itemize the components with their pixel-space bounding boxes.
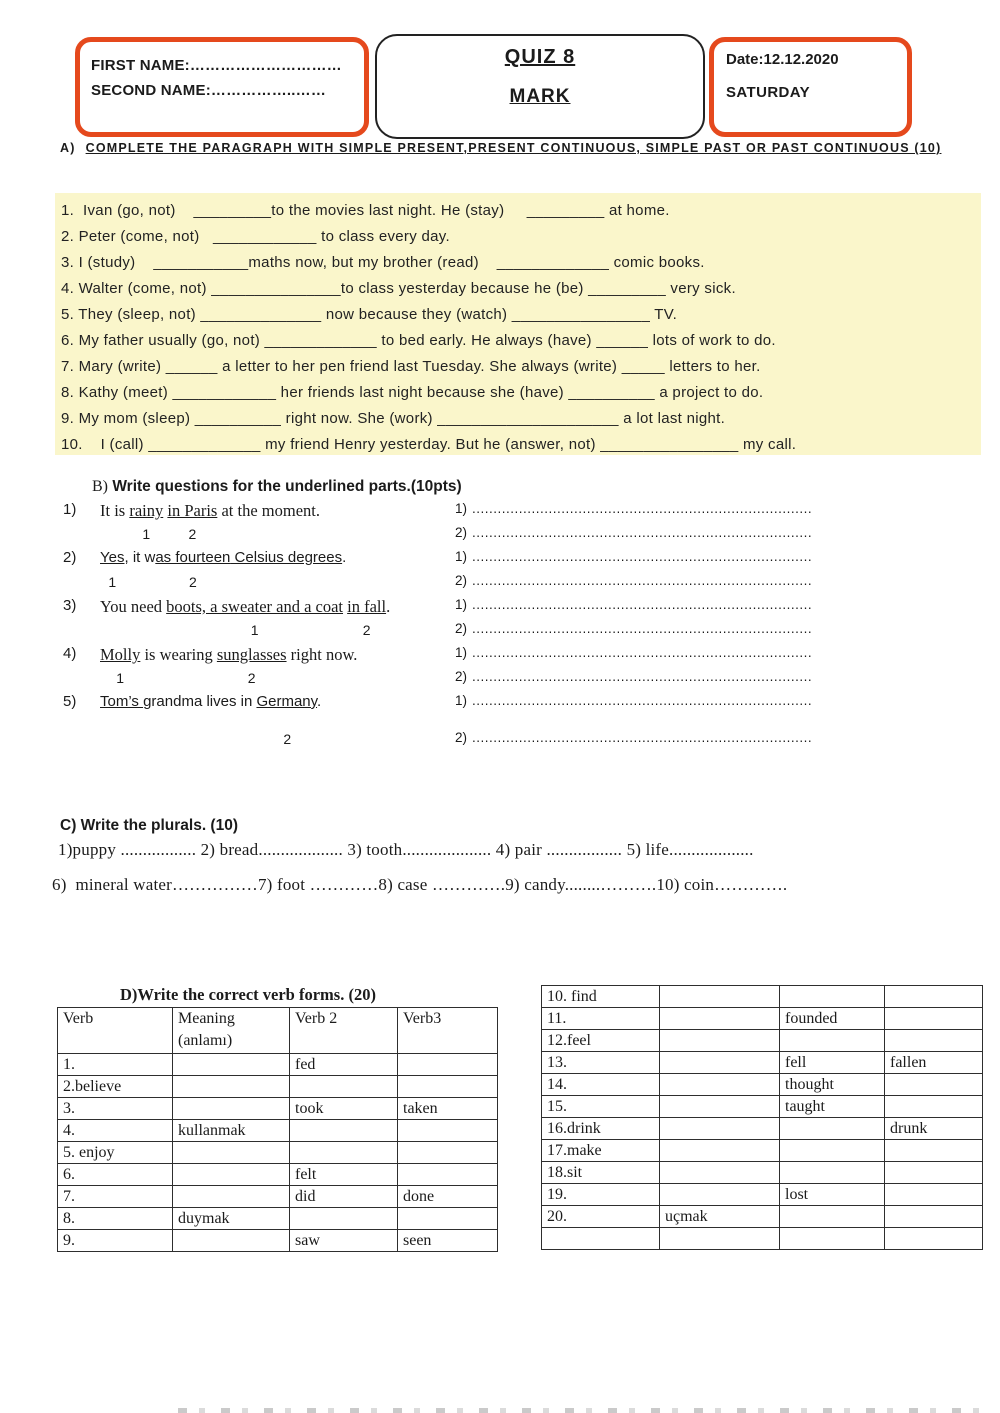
plurals-line-1: 1)puppy ................. 2) bread................... 3) tooth.................... 4) pair ................. 5) life...................: [58, 840, 754, 859]
empty-fill-cell: [780, 1140, 885, 1162]
answer-number: 1): [455, 549, 468, 564]
date-box: [709, 37, 912, 137]
table-cell: 8.: [58, 1208, 173, 1230]
section-a-exercise-block: [55, 193, 981, 455]
table-cell: 15.: [542, 1096, 660, 1118]
question-row: [63, 549, 943, 573]
part-number-row: [63, 621, 943, 645]
part-number: 1: [142, 526, 151, 542]
table-cell: 20.: [542, 1206, 660, 1228]
question-number: 3): [63, 597, 77, 614]
answer-line: [455, 597, 812, 612]
empty-fill-cell: [173, 1076, 290, 1098]
table-cell: fallen: [885, 1052, 983, 1074]
part-number: 2: [362, 622, 371, 638]
dotted-writing-line: ................................................................................: [472, 549, 813, 564]
verb-table-row: [58, 1230, 498, 1252]
empty-fill-cell: [660, 1118, 780, 1140]
dotted-writing-line: ................................................................................: [472, 730, 813, 745]
second-name-label: SECOND NAME:……………..……: [91, 82, 327, 99]
empty-fill-cell: [885, 1140, 983, 1162]
sentence-text: .: [317, 693, 322, 710]
mark-label: MARK: [509, 86, 571, 107]
fill-in-sentence: 1. Ivan (go, not) _________to the movies last night. He (stay) _________ at home.: [61, 202, 670, 219]
verb-table-row: [542, 1008, 983, 1030]
student-name-box: [75, 37, 369, 137]
empty-fill-cell: [885, 1074, 983, 1096]
underlined-part: Yes: [100, 549, 125, 566]
answer-line: [455, 669, 812, 684]
part-number-row: [63, 525, 943, 549]
underlined-part: Molly: [100, 645, 141, 664]
verb-table-row: [542, 986, 983, 1008]
empty-fill-cell: [398, 1054, 498, 1076]
question-row: [63, 645, 943, 669]
empty-fill-cell: [780, 1030, 885, 1052]
dotted-writing-line: ................................................................................: [472, 501, 813, 516]
sentence-text: It is: [100, 501, 130, 520]
table-cell: 10. find: [542, 986, 660, 1008]
verb-table-row: [58, 1098, 498, 1120]
answer-line: [455, 501, 812, 516]
empty-fill-cell: [885, 1030, 983, 1052]
section-b-heading-text: Write questions for the underlined parts.(10pts): [112, 478, 462, 495]
question-number: 1): [63, 501, 77, 518]
underlined-part: in Paris: [167, 501, 218, 520]
verb-table-row: [58, 1120, 498, 1142]
table-cell: 13.: [542, 1052, 660, 1074]
answer-line: [455, 549, 812, 564]
empty-fill-cell: [173, 1054, 290, 1076]
empty-fill-cell: [290, 1120, 398, 1142]
sentence-text: .: [342, 549, 347, 566]
table-cell: 6.: [58, 1164, 173, 1186]
fill-in-sentence: 4. Walter (come, not) _______________to class yesterday because he (be) _________ very sick.: [61, 280, 736, 297]
table-cell: seen: [398, 1230, 498, 1252]
table-cell: 19.: [542, 1184, 660, 1206]
table-cell: 5. enjoy: [58, 1142, 173, 1164]
empty-fill-cell: [885, 1228, 983, 1250]
fill-in-sentence: 5. They (sleep, not) ______________ now because they (watch) ________________ TV.: [61, 306, 678, 323]
verb-table-row: [542, 1118, 983, 1140]
question-sentence: [100, 597, 390, 617]
part-number: 2: [247, 670, 256, 686]
empty-fill-cell: [173, 1164, 290, 1186]
empty-fill-cell: [660, 1184, 780, 1206]
question-number: 5): [63, 693, 77, 710]
question-number: 4): [63, 645, 77, 662]
date-label: Date:12.12.2020: [726, 51, 839, 68]
sentence-text: grandma lives in: [143, 693, 257, 710]
table-cell: 11.: [542, 1008, 660, 1030]
dotted-writing-line: ................................................................................: [472, 645, 813, 660]
underlined-part: rainy: [129, 501, 164, 520]
answer-line: [455, 621, 812, 636]
section-a-label: A): [60, 141, 76, 155]
verb-table-row: [542, 1184, 983, 1206]
part-number-row: [63, 717, 943, 754]
empty-fill-cell: [780, 1206, 885, 1228]
verb-table-row: [542, 1030, 983, 1052]
section-d-title: D)Write the correct verb forms. (20): [120, 985, 376, 1004]
section-b-label: B): [92, 478, 108, 495]
table-cell: duymak: [173, 1208, 290, 1230]
dotted-writing-line: ................................................................................: [472, 669, 813, 684]
answer-number: 2): [455, 669, 468, 684]
column-header: Meaning (anlamı): [173, 1008, 290, 1054]
empty-fill-cell: [398, 1120, 498, 1142]
column-header: Verb: [58, 1008, 173, 1054]
sentence-text: You need: [100, 597, 167, 616]
verb-table-row: [542, 1096, 983, 1118]
table-cell: done: [398, 1186, 498, 1208]
table-cell: 1.: [58, 1054, 173, 1076]
answer-number: 2): [455, 621, 468, 636]
empty-fill-cell: [660, 1140, 780, 1162]
empty-fill-cell: [885, 1008, 983, 1030]
empty-fill-cell: [780, 1162, 885, 1184]
table-cell: saw: [290, 1230, 398, 1252]
verb-table-row: [58, 1208, 498, 1230]
underlined-part: in fall: [347, 597, 387, 616]
table-cell: taken: [398, 1098, 498, 1120]
empty-fill-cell: [398, 1076, 498, 1098]
verb-table-row: [542, 1140, 983, 1162]
empty-fill-cell: [398, 1142, 498, 1164]
underlined-part: as fourteen: [155, 549, 231, 566]
empty-fill-cell: [660, 1052, 780, 1074]
empty-fill-cell: [398, 1164, 498, 1186]
sentence-text: .: [386, 597, 391, 616]
underlined-part: Celsius degrees: [230, 549, 343, 566]
column-header: Verb3: [398, 1008, 498, 1054]
empty-fill-cell: [780, 1118, 885, 1140]
quiz-title-box: [375, 34, 705, 139]
question-row: [63, 693, 943, 717]
answer-number: 2): [455, 525, 468, 540]
answer-line: [455, 693, 812, 708]
empty-fill-cell: [660, 986, 780, 1008]
section-b-rows: [63, 501, 943, 754]
verb-table-row: [542, 1052, 983, 1074]
dotted-writing-line: ................................................................................: [472, 525, 813, 540]
table-cell: fed: [290, 1054, 398, 1076]
empty-fill-cell: [542, 1228, 660, 1250]
table-cell: took: [290, 1098, 398, 1120]
sentence-text: right now.: [286, 645, 358, 664]
part-number-row: [63, 669, 943, 693]
fill-in-sentence: 3. I (study) ___________maths now, but my brother (read) _____________ comic books.: [61, 254, 705, 271]
empty-fill-cell: [660, 1162, 780, 1184]
table-cell: fell: [780, 1052, 885, 1074]
table-cell: lost: [780, 1184, 885, 1206]
verb-table-row: [542, 1228, 983, 1250]
empty-fill-cell: [173, 1186, 290, 1208]
verb-forms-table-left: [57, 1007, 498, 1252]
empty-fill-cell: [660, 1228, 780, 1250]
empty-fill-cell: [173, 1098, 290, 1120]
empty-fill-cell: [660, 1096, 780, 1118]
underlined-part: sunglasses: [216, 645, 287, 664]
answer-line: [455, 730, 812, 745]
fill-in-sentence: 10. I (call) _____________ my friend Henry yesterday. But he (answer, not) ________________ my call.: [61, 436, 797, 453]
table-cell: 4.: [58, 1120, 173, 1142]
first-name-label: FIRST NAME:…………………………: [91, 57, 342, 74]
table-cell: 12.feel: [542, 1030, 660, 1052]
question-row: [63, 501, 943, 525]
fill-in-sentence: 2. Peter (come, not) ____________ to class every day.: [61, 228, 450, 245]
table-header-row: [58, 1008, 498, 1054]
table-cell: thought: [780, 1074, 885, 1096]
empty-fill-cell: [398, 1208, 498, 1230]
verb-forms-table-right: [541, 985, 983, 1250]
part-number: 1: [116, 670, 125, 686]
question-number: 2): [63, 549, 77, 566]
verb-table-row: [542, 1162, 983, 1184]
sentence-text: at the moment.: [217, 501, 320, 520]
table-cell: uçmak: [660, 1206, 780, 1228]
answer-number: 2): [455, 573, 468, 588]
section-c-heading: C) Write the plurals. (10): [60, 817, 238, 834]
underlined-part: Tom’s: [100, 693, 144, 710]
table-cell: kullanmak: [173, 1120, 290, 1142]
day-label: SATURDAY: [726, 84, 811, 101]
question-sentence: [100, 501, 320, 521]
fill-in-sentence: 9. My mom (sleep) __________ right now. She (work) _____________________ a lot last night.: [61, 410, 726, 427]
empty-fill-cell: [173, 1142, 290, 1164]
dotted-writing-line: ................................................................................: [472, 597, 813, 612]
fill-in-sentence: 7. Mary (write) ______ a letter to her pen friend last Tuesday. She always (write) _____ letters to her.: [61, 358, 761, 375]
answer-number: 1): [455, 501, 468, 516]
question-sentence: [100, 549, 346, 566]
table-cell: 16.drink: [542, 1118, 660, 1140]
answer-line: [455, 645, 812, 660]
answer-line: [455, 573, 812, 588]
empty-fill-cell: [780, 986, 885, 1008]
verb-table-row: [58, 1076, 498, 1098]
part-number-row: [63, 573, 943, 597]
verb-table-row: [542, 1074, 983, 1096]
part-number: 2: [188, 574, 197, 590]
underlined-part: boots, a sweater and a coat: [166, 597, 344, 616]
table-cell: 18.sit: [542, 1162, 660, 1184]
dotted-writing-line: ................................................................................: [472, 573, 813, 588]
answer-line: [455, 525, 812, 540]
section-a-instruction-text: COMPLETE THE PARAGRAPH WITH SIMPLE PRESENT,PRESENT CONTINUOUS, SIMPLE PAST OR PAST CONTINUOUS (10): [85, 141, 942, 155]
table-cell: felt: [290, 1164, 398, 1186]
empty-fill-cell: [885, 1096, 983, 1118]
table-cell: drunk: [885, 1118, 983, 1140]
quiz-title: QUIZ 8: [504, 46, 576, 68]
part-number: 2: [283, 731, 292, 747]
fill-in-sentence: 8. Kathy (meet) ____________ her friends last night because she (have) __________ a project to do.: [61, 384, 764, 401]
plurals-line-2: 6) mineral water……………7) foot …………8) case ………….9) candy........……….10) coin………….: [52, 875, 788, 894]
table-cell: did: [290, 1186, 398, 1208]
table-cell: 7.: [58, 1186, 173, 1208]
underlined-part: Germany: [256, 693, 318, 710]
table-cell: 14.: [542, 1074, 660, 1096]
part-number: 1: [108, 574, 117, 590]
sentence-text: , it w: [124, 549, 156, 566]
empty-fill-cell: [660, 1030, 780, 1052]
dotted-writing-line: ................................................................................: [472, 693, 813, 708]
part-number: 2: [188, 526, 197, 542]
verb-table-row: [542, 1206, 983, 1228]
empty-fill-cell: [885, 1184, 983, 1206]
fill-in-sentence: 6. My father usually (go, not) _____________ to bed early. He always (have) ______ lots of work to do.: [61, 332, 776, 349]
section-b: [63, 478, 943, 754]
answer-number: 1): [455, 597, 468, 612]
verb-table-row: [58, 1164, 498, 1186]
verb-table-row: [58, 1054, 498, 1076]
next-page-text-cutoff: [178, 1408, 992, 1413]
table-cell: 2.believe: [58, 1076, 173, 1098]
part-number: 1: [250, 622, 259, 638]
verb-table-row: [58, 1186, 498, 1208]
empty-fill-cell: [885, 1206, 983, 1228]
answer-number: 2): [455, 730, 468, 745]
question-row: [63, 597, 943, 621]
answer-number: 1): [455, 693, 468, 708]
table-cell: 9.: [58, 1230, 173, 1252]
table-cell: taught: [780, 1096, 885, 1118]
dotted-writing-line: ................................................................................: [472, 621, 813, 636]
empty-fill-cell: [290, 1208, 398, 1230]
empty-fill-cell: [290, 1142, 398, 1164]
question-sentence: [100, 693, 321, 710]
empty-fill-cell: [780, 1228, 885, 1250]
empty-fill-cell: [173, 1230, 290, 1252]
empty-fill-cell: [885, 986, 983, 1008]
empty-fill-cell: [885, 1162, 983, 1184]
empty-fill-cell: [660, 1074, 780, 1096]
table-cell: 17.make: [542, 1140, 660, 1162]
table-cell: founded: [780, 1008, 885, 1030]
empty-fill-cell: [660, 1008, 780, 1030]
table-cell: 3.: [58, 1098, 173, 1120]
verb-table-row: [58, 1142, 498, 1164]
question-sentence: [100, 645, 357, 665]
sentence-text: is wearing: [140, 645, 217, 664]
answer-number: 1): [455, 645, 468, 660]
section-a-instruction: [60, 141, 995, 155]
section-b-heading: [92, 478, 943, 496]
column-header: Verb 2: [290, 1008, 398, 1054]
empty-fill-cell: [290, 1076, 398, 1098]
